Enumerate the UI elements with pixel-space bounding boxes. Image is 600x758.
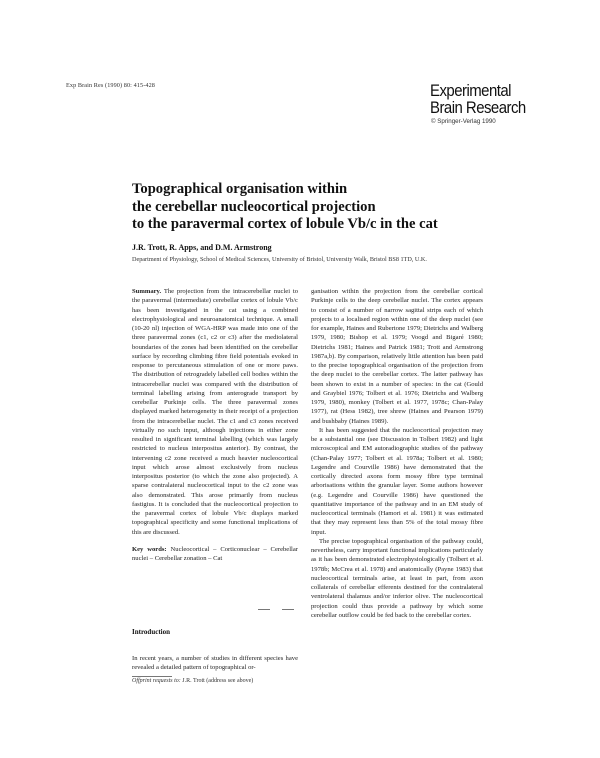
body-paragraph: ganisation within the projection from the cerebellar cortical Purkinje cells to the deep cerebellar nuclei. The cortex appears to consist of a number of narrow sagittal strips each of which projects to a localised region within one of the deep nuclei (see for example, Haines and Rubertone 1979; Dietrichs and Walberg 1979, 1980; Bishop et al. 1979; Voogd and Bigaré 1980; Dietrichs 1981; Haines and Patrick 1981; Trott and Armstrong 1987a,b). By comparison, relatively little attention has been paid to the precise topographical organisation of the projection from the deep nuclei to the cerebellar cortex. The latter pathway has been shown to exist in a number of species: in the cat (Gould and Graybiel 1976; Tolbert et al. 1976; Dietrichs and Walberg 1979, 1980), monkey (Tolbert et al. 1977, 1978c; Chan-Palay 1977), rat (Hess 1982), tree shrew (Haines and Pearson 1979) and bushbaby (Haines 1989). bbox=[311, 288, 483, 425]
keywords-paragraph bbox=[132, 545, 298, 564]
footnote-rule bbox=[132, 676, 172, 677]
keywords-text: Nucleocortical – Corticonuclear – Cerebellar nuclei – Cerebellar zonation – Cat bbox=[132, 545, 299, 562]
article-title bbox=[132, 181, 512, 234]
footnote-text: J.R. Trott (address see above) bbox=[180, 678, 254, 684]
journal-citation: Exp Brain Res (1990) 80: 415-428 bbox=[66, 82, 155, 89]
keywords-divider-dash bbox=[258, 609, 270, 610]
title-line-1: Topographical organisation within bbox=[132, 181, 348, 197]
summary-text: The projection from the intracerebellar nuclei to the paravermal (intermediate) cerebellar cortex of lobule Vb/c has been investigated in the cat using a combined electrophysiological and neuroanatomical technique. A small (10-20 nl) injection of WGA-HRP was made into one of the three paravermal zones (c1, c2 or c3) after the mediolateral boundaries of the zones had been identified on the cerebellar surface by recording climbing fibre field potentials evoked in response to percutaneous stimulation of one or more paws. The distribution of retrogradely labelled cell bodies within the intracerebellar nuclei was compared with the distribution of terminal labelling arising from anterograde transport by cerebellar Purkinje cells. The three paravermal zones displayed marked heterogeneity in their receipt of a projection from the intracerebellar nuclei. The c1 and c3 zones received virtually no such input, although injections in either zone resulted in significant terminal labelling (which was largely restricted to nucleus interpositus anterior). By contrast, the intervening c2 zone received a much heavier nucleocortical input which arose almost exclusively from nucleus interpositus posterior (to which the zone also projected). A sparse contralateral nucleocortical input to the c2 zone was also demonstrated. This arose primarily from nucleus fastigius. It is concluded that the nucleocortical projection to the paravermal cortex of lobule Vb/c displays marked topographical specificity and some functional implications of this are discussed. bbox=[132, 288, 298, 536]
introduction-text: In recent years, a number of studies in different species have revealed a detailed pattern of topographical or- bbox=[132, 655, 298, 672]
journal-logo bbox=[430, 82, 560, 125]
keywords-label: Key words: bbox=[132, 545, 167, 553]
author-list: J.R. Trott, R. Apps, and D.M. Armstrong bbox=[132, 243, 272, 252]
summary-paragraph bbox=[132, 287, 298, 537]
body-paragraph: It has been suggested that the nucleocortical projection may be a substantial one (see Discussion in Tolbert 1982) and light microscopical and EM autoradiographic studies of the pathway (Chan-Palay 1977; Tolbert et al. 1978a; Tolbert et al. 1980; Legendre and Courville 1986) have demonstrated that the cortically directed axons form mossy fibre type terminal arborisations within the granular layer. Some authors however (e.g. Legendre and Courville 1986) have questioned the quantitative importance of the pathway and in an EM study of nucleocortical terminals (Hamori et al. 1981) it was estimated that they may represent less than 5% of the total mossy fibre input. bbox=[311, 426, 483, 536]
body-paragraph: The precise topographical organisation of the pathway could, nevertheless, carry important functional implications particularly as it has been demonstrated electrophysiologically (Tolbert et al. 1978b; McCrea et al. 1978) and anatomically (Payne 1983) that nucleocortical terminals arise, at least in part, from axon collaterals of cerebellar efferents destined for the contralateral ventrolateral thalamus and/or inferior olive. The nucleocortical projection could thus provide a pathway by which some cerebellar outflow could be fed back to the cerebellar cortex. bbox=[311, 537, 483, 619]
summary-label: Summary. bbox=[132, 288, 162, 295]
title-line-2: the cerebellar nucleocortical projection bbox=[132, 198, 376, 215]
footnote-label: Offprint requests to: bbox=[132, 678, 181, 684]
offprint-footnote bbox=[132, 678, 253, 684]
journal-name-line-1: Experimental bbox=[430, 81, 511, 100]
introduction-heading: Introduction bbox=[132, 628, 170, 636]
journal-name-line-2: Brain Research bbox=[430, 98, 526, 117]
author-affiliation: Department of Physiology, School of Medical Sciences, University of Bristol, University Walk, Bristol BS8 1TD, U.K. bbox=[132, 256, 427, 263]
title-line-3: to the paravermal cortex of lobule Vb/c in the cat bbox=[132, 216, 438, 233]
publisher-copyright: © Springer-Verlag 1990 bbox=[431, 118, 496, 125]
keywords-divider-dash bbox=[282, 609, 294, 610]
summary-column bbox=[132, 287, 298, 563]
body-right-column bbox=[311, 287, 483, 620]
